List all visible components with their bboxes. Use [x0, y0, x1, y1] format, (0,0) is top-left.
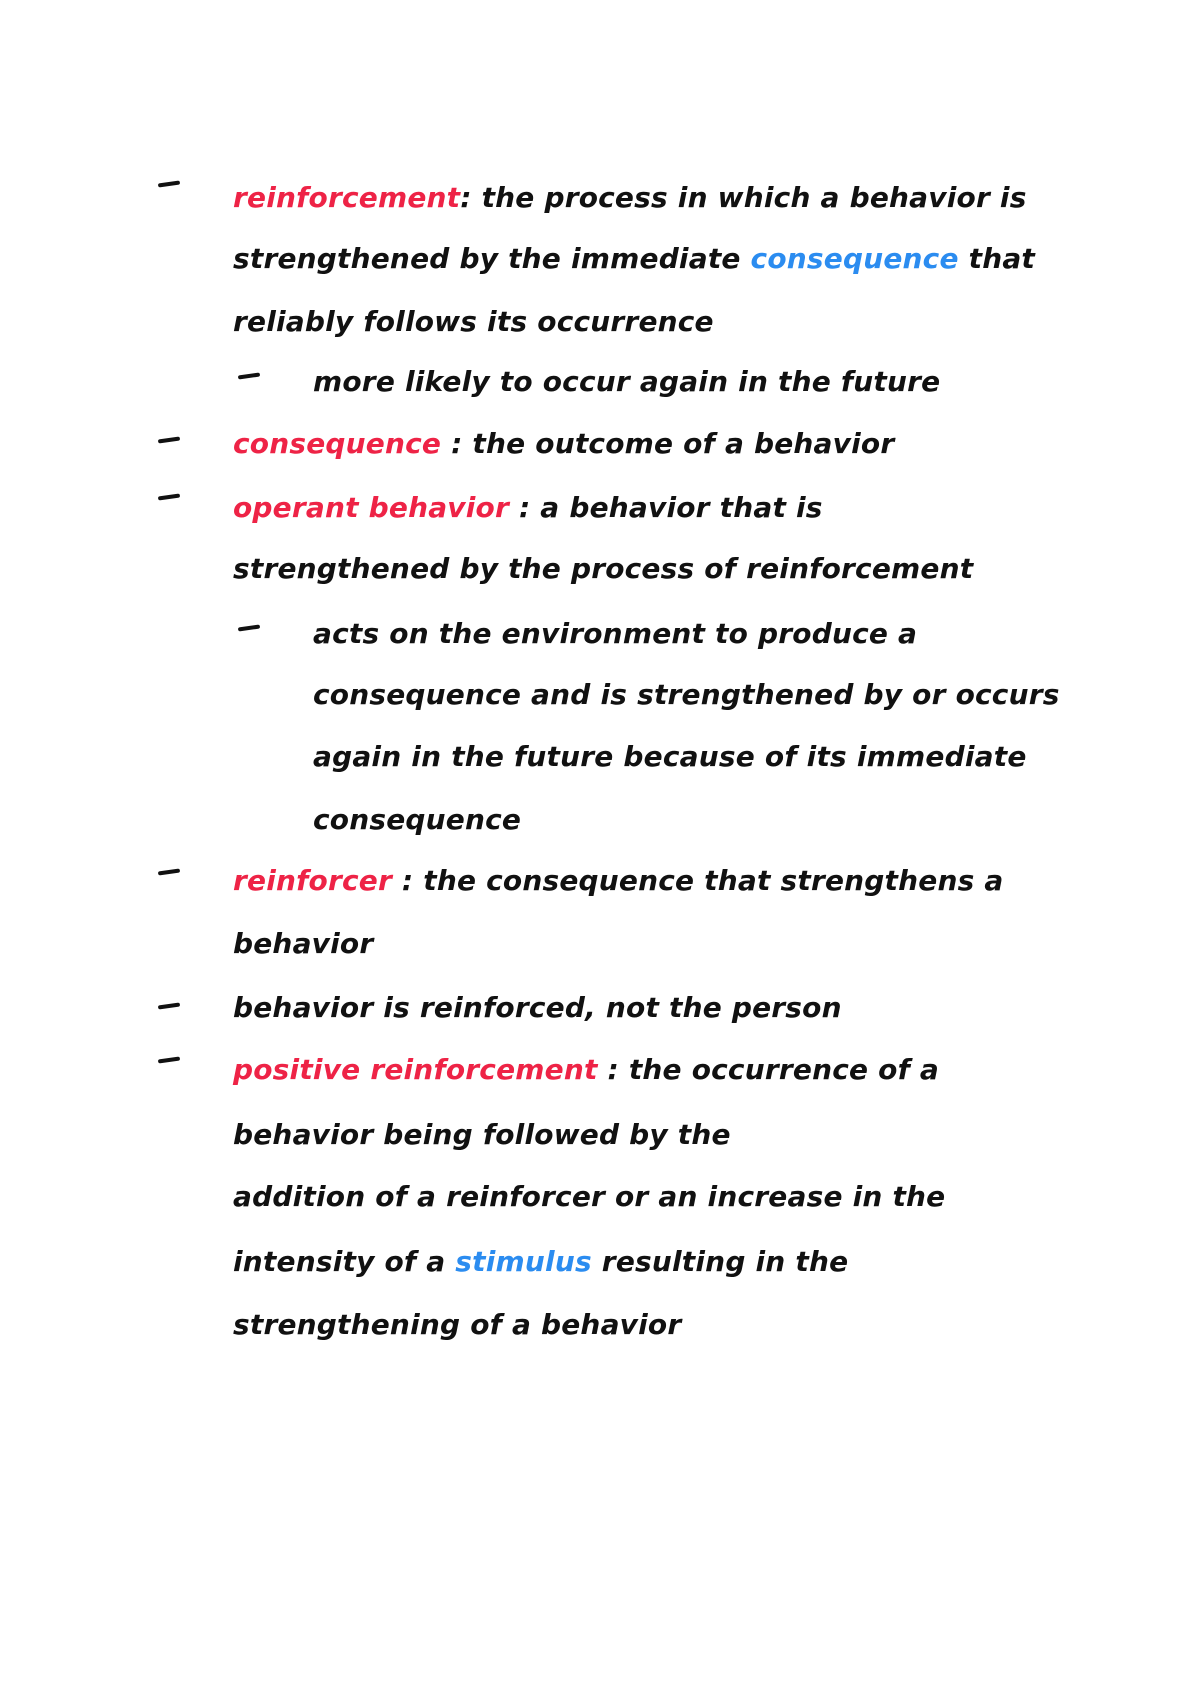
sub-note-line [313, 365, 940, 399]
note-line [233, 1245, 848, 1279]
definition-text: resulting in the [591, 1245, 849, 1278]
definition-text: intensity of a [233, 1245, 456, 1278]
sub-bullet-dash [238, 624, 260, 631]
note-line [233, 991, 842, 1025]
sub-note-text: more likely to occur again in the future [313, 365, 941, 398]
note-line [233, 181, 1027, 215]
separator: : [460, 181, 472, 214]
definition-text: that [958, 242, 1036, 275]
highlight-consequence: consequence [750, 242, 959, 275]
bullet-dash [158, 1056, 180, 1063]
term-reinforcer: reinforcer [233, 864, 392, 897]
definition-text: strengthened by the process of reinforcement [233, 552, 974, 585]
note-line [233, 1180, 945, 1214]
sub-note-line [313, 617, 917, 651]
sub-note-text: again in the future because of its immediate [313, 740, 1027, 773]
sub-note-text: consequence and is strengthened by or occurs [313, 678, 1060, 711]
bullet-dash [158, 868, 180, 875]
sub-note-line [313, 678, 1060, 712]
note-line [233, 1118, 731, 1152]
term-consequence: consequence [233, 427, 442, 460]
definition-text: : the outcome of a behavior [441, 427, 895, 460]
definition-text: reliably follows its occurrence [233, 305, 714, 338]
definition-text: addition of a reinforcer or an increase in the [233, 1180, 946, 1213]
note-line [233, 864, 1004, 898]
bullet-dash [158, 436, 180, 443]
definition-text: the process in which a behavior is [471, 181, 1027, 214]
note-line [233, 552, 973, 586]
definition-text: : the consequence that strengthens a [391, 864, 1004, 897]
sub-note-line [313, 740, 1027, 774]
note-line [233, 242, 1035, 276]
definition-text: : the occurrence of a [597, 1053, 939, 1086]
sub-note-text: acts on the environment to produce a [313, 617, 918, 650]
note-line [233, 1308, 681, 1342]
definition-text: : a behavior that is [509, 491, 823, 524]
definition-text: behavior being followed by the [233, 1118, 731, 1151]
definition-text: strengthening of a behavior [233, 1308, 682, 1341]
definition-text: strengthened by the immediate [233, 242, 751, 275]
term-positive-reinforcement: positive reinforcement [233, 1053, 598, 1086]
note-line [233, 927, 373, 961]
note-line [233, 305, 714, 339]
term-reinforcement: reinforcement [233, 181, 461, 214]
bullet-dash [158, 180, 180, 187]
note-line [233, 1053, 939, 1087]
note-text: behavior is reinforced, not the person [233, 991, 842, 1024]
sub-note-text: consequence [313, 803, 522, 836]
definition-text: behavior [233, 927, 374, 960]
bullet-dash [158, 1002, 180, 1009]
sub-bullet-dash [238, 372, 260, 379]
note-line [233, 491, 823, 525]
bullet-dash [158, 493, 180, 500]
term-operant-behavior: operant behavior [233, 491, 509, 524]
highlight-stimulus: stimulus [455, 1245, 592, 1278]
sub-note-line [313, 803, 521, 837]
note-line [233, 427, 894, 461]
